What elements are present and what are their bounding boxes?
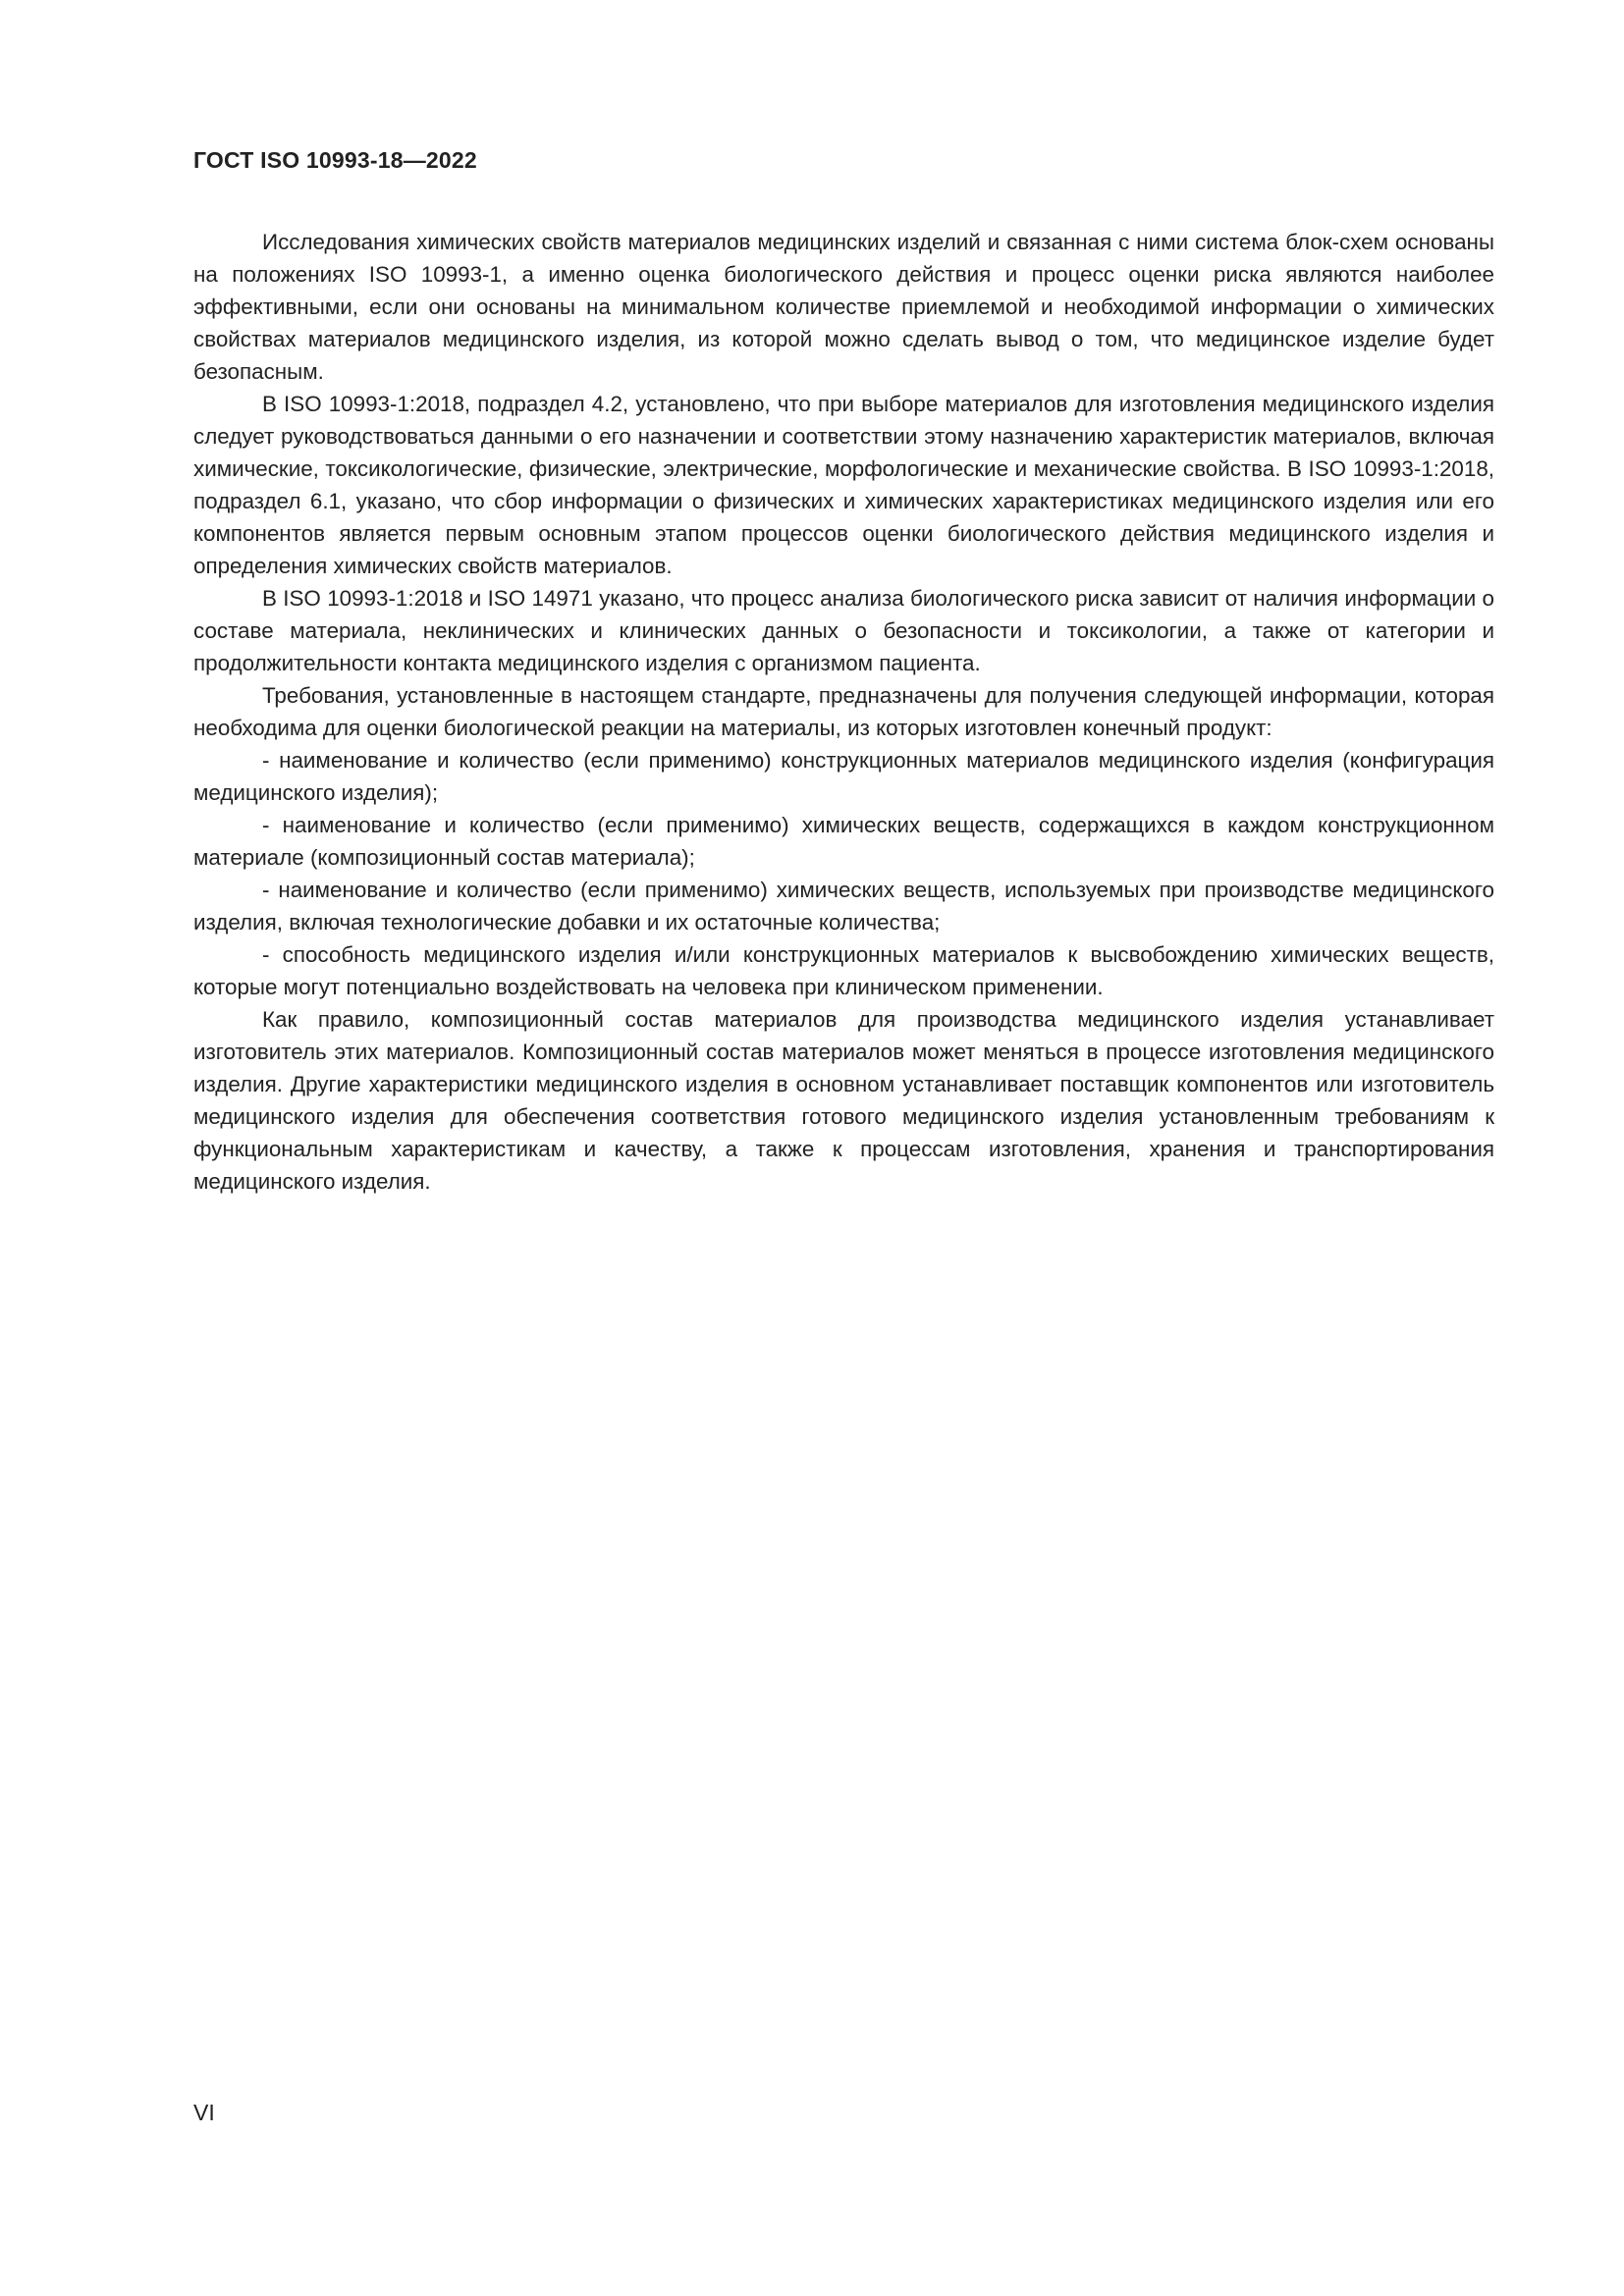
standard-header: ГОСТ ISO 10993-18—2022: [193, 147, 477, 173]
paragraph-intro: Исследования химических свойств материалов медицинских изделий и связанная с ними система блок-схем основаны на положениях ISO 10993-1, а именно оценка биологического действия и процесс оценки риска являются наиболее эффективными, если они основаны на минимальном количестве приемлемой и необходимой информации о химических свойствах материалов медицинского изделия, из которой можно сделать вывод о том, что медицинское изделие будет безопасным.: [193, 230, 1494, 384]
paragraph-composition: Как правило, композиционный состав материалов для производства медицинского изделия устанавливает изготовитель этих материалов. Композиционный состав материалов может меняться в процессе изготовления медицинского изделия. Другие характеристики медицинского изделия в основном устанавливает поставщик компонентов или изготовитель медицинского изделия для обеспечения соответствия готового медицинского изделия установленным требованиям к функциональным характеристикам и качеству, а также к процессам изготовления, хранения и транспортирования медицинского изделия.: [193, 1007, 1494, 1194]
document-body: [193, 226, 1494, 1198]
list-item: - наименование и количество (если применимо) химических веществ, используемых при производстве медицинского изделия, включая технологические добавки и их остаточные количества;: [193, 878, 1494, 934]
paragraph-risk-analysis: В ISO 10993-1:2018 и ISO 14971 указано, что процесс анализа биологического риска зависит от наличия информации о составе материала, неклинических и клинических данных о безопасности и токсикологии, а также от категории и продолжительности контакта медицинского изделия с организмом пациента.: [193, 586, 1494, 675]
list-item: - наименование и количество (если применимо) химических веществ, содержащихся в каждом конструкционном материале (композиционный состав материала);: [193, 813, 1494, 870]
paragraph-material-selection: В ISO 10993-1:2018, подраздел 4.2, установлено, что при выборе материалов для изготовления медицинского изделия следует руководствоваться данными о его назначении и соответствии этому назначению характеристик материалов, включая химические, токсикологические, физические, электрические, морфологические и механические свойства. В ISO 10993-1:2018, подраздел 6.1, указано, что сбор информации о физических и химических характеристиках медицинского изделия или его компонентов является первым основным этапом процессов оценки биологического действия медицинского изделия и определения химических свойств материалов.: [193, 392, 1494, 578]
page-number: VI: [193, 2100, 215, 2125]
list-item: - способность медицинского изделия и/или конструкционных материалов к высвобождению химических веществ, которые могут потенциально воздействовать на человека при клиническом применении.: [193, 942, 1494, 999]
list-item: - наименование и количество (если применимо) конструкционных материалов медицинского изделия (конфигурация медицинского изделия);: [193, 748, 1494, 805]
paragraph-requirements: Требования, установленные в настоящем стандарте, предназначены для получения следующей информации, которая необходима для оценки биологической реакции на материалы, из которых изготовлен конечный продукт:: [193, 683, 1494, 740]
